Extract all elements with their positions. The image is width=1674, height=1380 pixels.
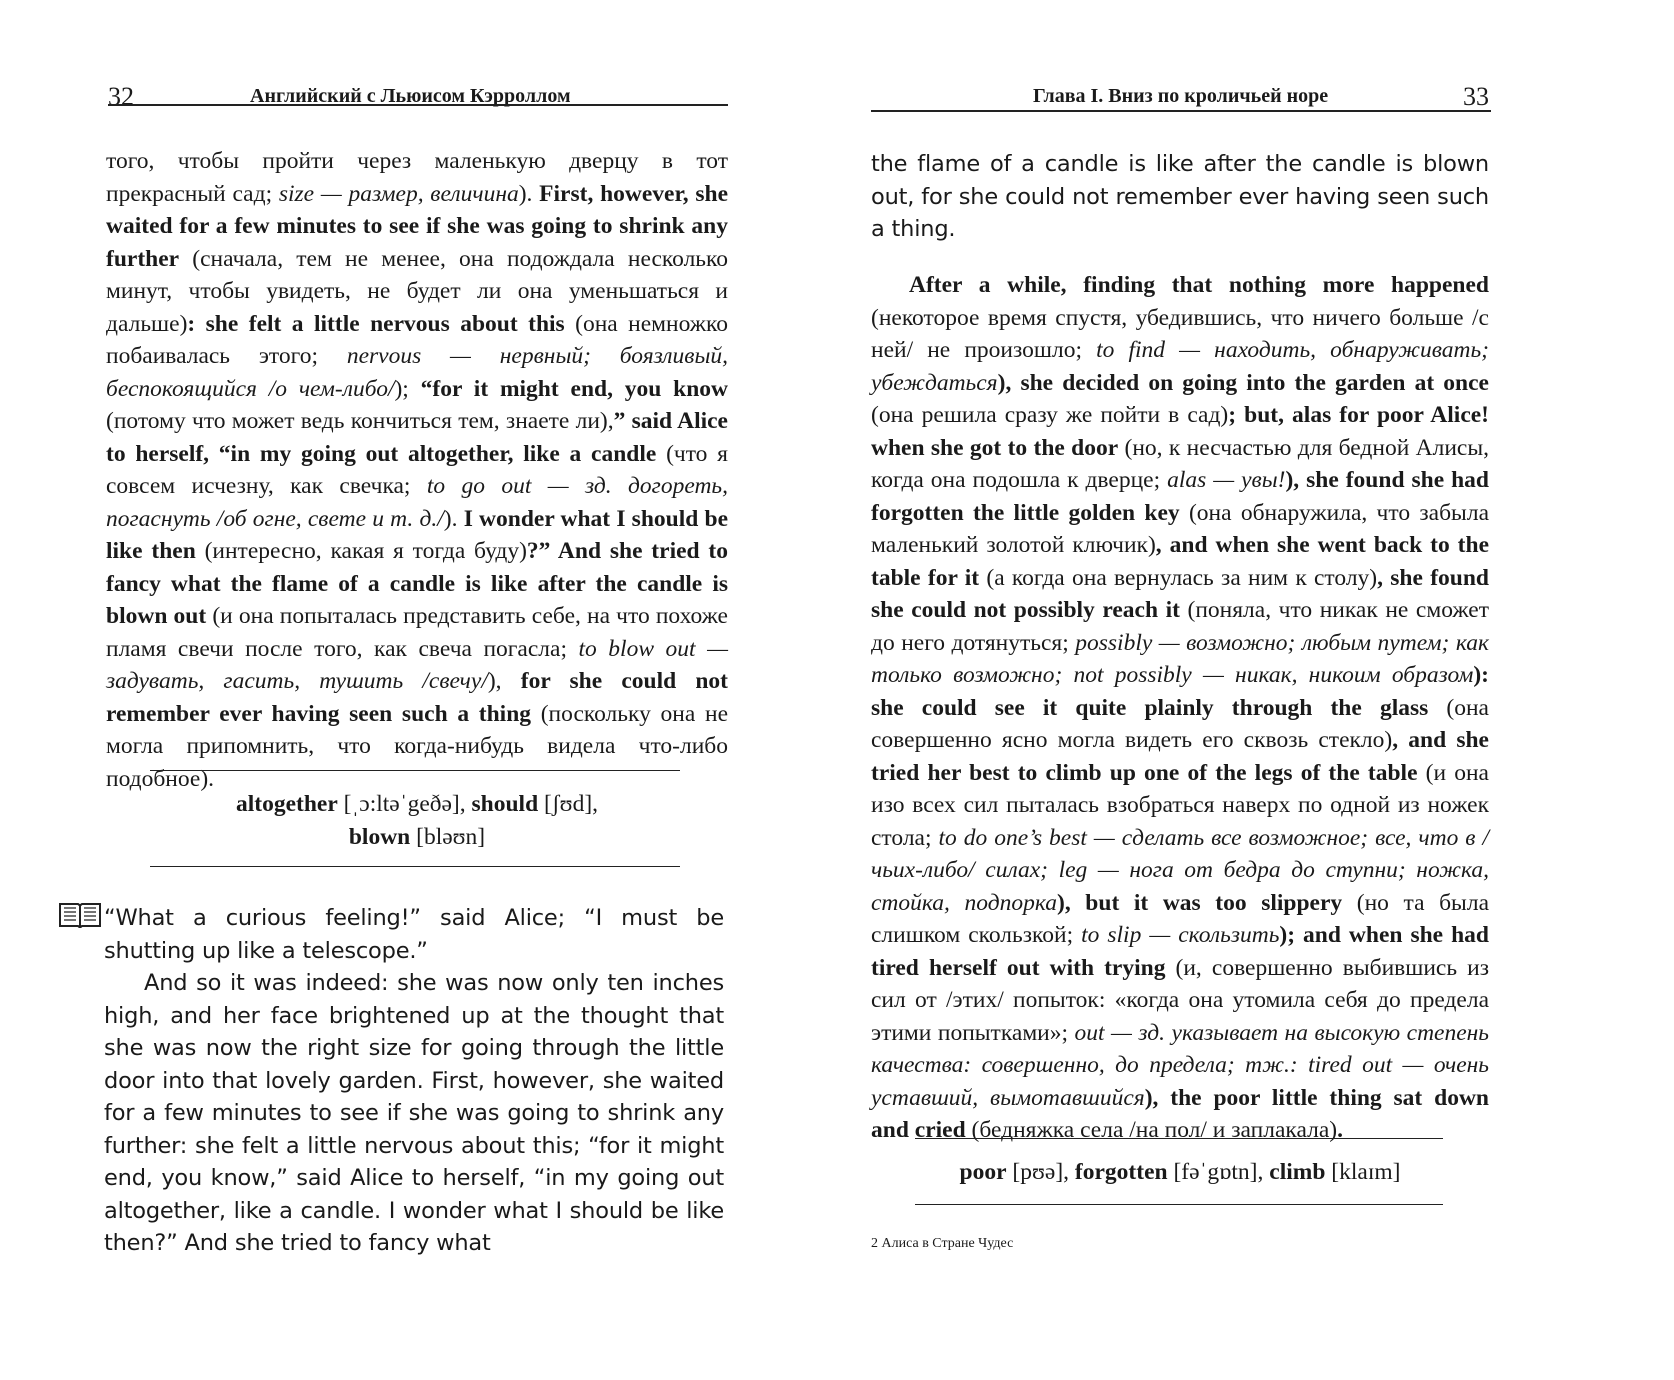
pron-ipa: [pʊə], xyxy=(1006,1159,1075,1185)
right-running-title: Глава I. Вниз по кроличьей норе xyxy=(1033,85,1329,107)
english-source-text: ” said Alice to herself, “in my going out altogether, like a candle xyxy=(106,408,728,467)
vocabulary-note: out — зд. указывает на высокую степень качества: совершенно, до предела; тж.: tired out — очень уставший, вымотавшийся xyxy=(871,1019,1490,1111)
vocabulary-note: possibly — возможно; любым путем; как только возможно; not possibly — никак, никоим образом xyxy=(871,629,1490,688)
left-header xyxy=(108,82,728,118)
pron-ipa: [klaɪm] xyxy=(1325,1159,1401,1185)
russian-translation: (а когда она вернулась за ним к столу) xyxy=(979,564,1378,591)
right-pronunciation xyxy=(871,1156,1489,1189)
left-header-rule xyxy=(108,104,728,106)
english-source-text: for she could not remember ever having seen such a thing xyxy=(106,668,728,727)
right-pron-rule-bottom xyxy=(915,1204,1443,1205)
english-source-text: ?” And she tried to fancy what the flame of a candle is like after the candle is blown out xyxy=(106,538,728,629)
left-commentary xyxy=(106,145,728,795)
vocabulary-note: alas — увы! xyxy=(1167,467,1286,493)
right-pron-rule-top xyxy=(915,1138,1443,1139)
russian-translation: (что я совсем исчезну, как свечка; xyxy=(106,440,728,499)
russian-translation: ). xyxy=(443,505,464,532)
pron-word: altogether xyxy=(235,791,338,817)
russian-translation: (поскольку она не могла припомнить, что когда-нибудь видела что-либо подобное). xyxy=(106,700,728,792)
vocabulary-note: nervous — нервный; боязливый, беспокоящийся /о чем-либо/ xyxy=(106,343,728,402)
english-source-text: , she found she could not possibly reach it xyxy=(871,564,1489,623)
russian-translation: (сначала, тем не менее, она подождала несколько минут, чтобы увидеть, не будет ли она уменьшаться и дальше) xyxy=(106,245,728,337)
russian-translation: (она совершенно ясно могла видеть его сквозь стекло) xyxy=(871,694,1489,753)
english-source-text: First, however, she waited for a few minutes to see if she was going to shrink any further xyxy=(106,180,728,272)
pron-ipa: [bləʊn] xyxy=(410,823,486,850)
russian-translation: (интересно, какая я тогда буду) xyxy=(195,538,527,564)
russian-translation: (поняла, что никак не сможет до него дотянуться; xyxy=(871,597,1489,656)
vocabulary-note: to find — находить, обнаруживать; убеждаться xyxy=(871,337,1489,396)
vocabulary-note: to slip — скользить xyxy=(1081,922,1280,948)
russian-translation: ). xyxy=(518,180,540,207)
english-source-text: ); and when she had tired herself out with trying xyxy=(871,922,1489,981)
russian-translation: (она немножко побаивалась этого; xyxy=(106,310,728,369)
pron-word: forgotten xyxy=(1074,1159,1168,1185)
russian-translation: ), xyxy=(487,668,521,694)
english-source-text: ), she decided on going into the garden at once xyxy=(997,369,1489,396)
right-page xyxy=(837,0,1674,1380)
english-source-text: “for it might end, you know xyxy=(420,375,728,402)
pron-ipa: [ʃʊd], xyxy=(538,791,599,817)
right-commentary xyxy=(871,269,1489,1147)
russian-translation: (она решила сразу же пойти в сад) xyxy=(871,402,1229,428)
english-source-text: , and she tried her best to climb up one of the legs of the table xyxy=(871,727,1489,786)
english-source-text: I wonder what I should be like then xyxy=(106,505,729,564)
right-original-text xyxy=(871,148,1489,246)
russian-translation: (и, совершенно выбившись из сил от /этих/ попыток: «когда она утомила себя до предела этими попытками»; xyxy=(871,954,1489,1046)
russian-translation: (и она попыталась представить себе, на что похоже пламя свечи после того, как свеча погасла; xyxy=(106,603,728,662)
russian-translation: того, чтобы пройти через маленькую дверцу в тот прекрасный сад; xyxy=(106,148,728,207)
pron-word: blown xyxy=(348,823,411,850)
right-header-rule xyxy=(871,110,1491,112)
vocabulary-note: to go out — зд. догореть, погаснуть /об огне, свете и т. д./ xyxy=(106,473,728,532)
pron-word: should xyxy=(471,791,539,817)
english-source-text: ; but, alas for poor Alice! when she got to the door xyxy=(871,402,1490,461)
left-page-number: 32 xyxy=(108,82,134,111)
english-source-text: , and when she went back to the table for it xyxy=(871,532,1489,591)
original-paragraph: “What a curious feeling!” said Alice; “I must be shutting up like a telescope.” xyxy=(104,905,724,964)
english-source-text: ): she could see it quite plainly through the glass xyxy=(871,662,1489,721)
pron-ipa: [ˌɔ:ltəˈgeðə], xyxy=(337,791,472,817)
left-pron-rule-top xyxy=(150,770,680,771)
english-source-text: ), but it was too slippery xyxy=(1057,889,1343,916)
open-book-icon xyxy=(58,900,102,930)
vocabulary-note: to blow out — задувать, гасить, тушить /свечу/ xyxy=(106,635,728,694)
english-source-text: ), the poor little thing sat down and cried xyxy=(871,1084,1489,1143)
russian-translation: (но та была слишком скользкой; xyxy=(871,889,1490,948)
russian-translation: (бедняжка села /на пол/ и заплакала) xyxy=(965,1117,1338,1143)
original-paragraph: the flame of a candle is like after the candle is blown out, for she could not remember ever having seen such a thing. xyxy=(871,151,1489,242)
left-running-title: Английский с Льюисом Кэрроллом xyxy=(250,85,571,107)
russian-translation: (и она изо всех сил пыталась взобраться наверх по одной из ножек стола; xyxy=(871,759,1489,851)
left-pronunciation xyxy=(106,788,728,853)
right-header xyxy=(871,82,1491,118)
russian-translation: ); xyxy=(394,375,421,402)
english-source-text: . xyxy=(1337,1117,1343,1143)
pron-word: climb xyxy=(1269,1159,1326,1185)
russian-translation: (некоторое время спустя, убедившись, что ничего больше /с ней/ не произошло; xyxy=(871,304,1489,363)
vocabulary-note: to do one’s best — сделать все возможное; все, что в /чьих-либо/ силах; leg — нога от бедра до ступни; ножка, стойка, подпорка xyxy=(871,824,1489,916)
english-source-text: After a while, finding that nothing more happened xyxy=(909,272,1489,298)
russian-translation: (она обнаружила, что забыла маленький золотой ключик) xyxy=(871,499,1489,558)
pron-ipa: [fəˈgɒtn], xyxy=(1167,1159,1270,1185)
original-paragraph: And so it was indeed: she was now only ten inches high, and her face brightened up at the thought that she was now the right size for going through the little door into that lovely garden. First, however, she waited for a few minutes to see if she was going to shrink any further: she felt a little nervous about this; “for it might end, you know,” said Alice to herself, “in my going out altogether, like a candle. I wonder what I should be like then?” And she tried to fancy what xyxy=(104,970,724,1256)
footer-signature: 2 Алиса в Стране Чудес xyxy=(871,1236,1014,1251)
left-original-text xyxy=(104,902,724,1260)
russian-translation: (потому что может ведь кончиться тем, знаете ли), xyxy=(106,408,614,434)
pron-word: poor xyxy=(959,1159,1007,1185)
vocabulary-note: size — размер, величина xyxy=(278,180,519,207)
english-source-text: : she felt a little nervous about this xyxy=(187,310,565,337)
left-pron-rule-bottom xyxy=(150,866,680,867)
russian-translation: (но, к несчастью для бедной Алисы, когда она подошла к дверце; xyxy=(871,434,1489,493)
right-page-number: 33 xyxy=(1463,82,1489,111)
english-source-text: ), she found she had forgotten the little golden key xyxy=(871,467,1489,526)
